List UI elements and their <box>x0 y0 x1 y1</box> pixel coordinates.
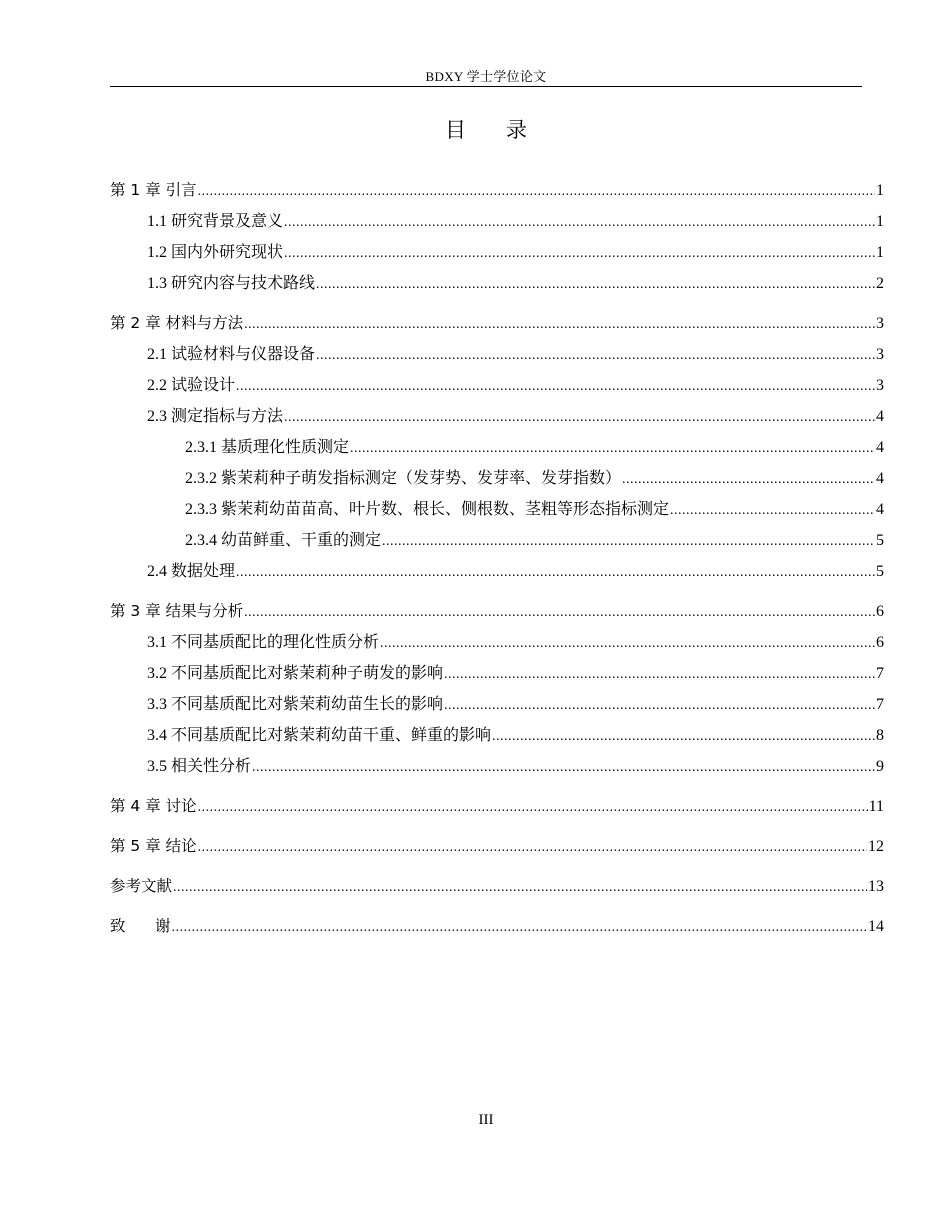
dot-leader <box>284 402 875 433</box>
toc-entry-label: 2.3.4 幼苗鲜重、干重的测定 <box>185 532 382 549</box>
toc-entry-chapter-3[interactable] <box>110 596 884 627</box>
dot-leader <box>316 340 875 371</box>
toc-entry-2-3-3[interactable] <box>110 494 884 525</box>
dot-leader <box>284 207 875 238</box>
toc-entry-label: 第 3 章 结果与分析 <box>110 602 244 620</box>
dot-leader <box>244 309 875 340</box>
toc-entry-label: 2.3 测定指标与方法 <box>147 408 284 425</box>
toc-entry-page: 8 <box>876 727 884 744</box>
toc-entry-page: 7 <box>876 696 884 713</box>
dot-leader <box>198 832 867 863</box>
toc-entry-label: 2.3.3 紫茉莉幼苗苗高、叶片数、根长、侧根数、茎粗等形态指标测定 <box>185 501 670 518</box>
toc-entry-page: 11 <box>868 798 884 815</box>
toc-entry-label: 2.2 试验设计 <box>147 377 236 394</box>
toc-entry-label: 3.4 不同基质配比对紫茉莉幼苗干重、鲜重的影响 <box>147 727 492 744</box>
toc-entry-3-2[interactable] <box>110 658 884 689</box>
toc-entry-page: 3 <box>876 315 884 332</box>
dot-leader <box>670 495 875 526</box>
toc-entry-page: 1 <box>876 244 884 261</box>
toc-entry-chapter-1[interactable] <box>110 175 884 206</box>
toc-entry-label: 1.3 研究内容与技术路线 <box>147 275 316 292</box>
toc-entry-label: 2.4 数据处理 <box>147 563 236 580</box>
dot-leader <box>172 912 867 943</box>
toc-entry-2-3-1[interactable] <box>110 432 884 463</box>
toc-entry-label: 3.1 不同基质配比的理化性质分析 <box>147 634 380 651</box>
toc-entry-2-1[interactable] <box>110 339 884 370</box>
toc-entry-1-3[interactable] <box>110 268 884 299</box>
toc-entry-acknowledgements[interactable] <box>110 911 884 942</box>
toc-entry-page: 7 <box>876 665 884 682</box>
toc-title: 目录 <box>445 118 567 142</box>
toc-entry-label: 致 谢 <box>110 917 171 935</box>
toc-entry-2-3-2[interactable] <box>110 463 884 494</box>
toc-entry-page: 14 <box>868 918 884 935</box>
toc-entry-label: 2.3.1 基质理化性质测定 <box>185 439 350 456</box>
toc-entry-page: 4 <box>876 470 884 487</box>
dot-leader <box>380 628 875 659</box>
toc-entry-page: 1 <box>876 213 884 230</box>
toc-entry-3-4[interactable] <box>110 720 884 751</box>
dot-leader <box>198 792 868 823</box>
dot-leader <box>236 371 875 402</box>
page-number: III <box>478 1112 494 1128</box>
toc-entry-2-4[interactable] <box>110 556 884 587</box>
toc-entry-label: 3.5 相关性分析 <box>147 758 252 775</box>
toc-entry-page: 4 <box>876 408 884 425</box>
dot-leader <box>173 872 867 903</box>
toc-entry-label: 第 5 章 结论 <box>110 837 197 855</box>
dot-leader <box>382 526 875 557</box>
toc-entry-1-1[interactable] <box>110 206 884 237</box>
toc-entry-label: 第 4 章 讨论 <box>110 797 197 815</box>
toc-entry-3-1[interactable] <box>110 627 884 658</box>
toc-entry-page: 1 <box>876 182 884 199</box>
toc-entry-page: 6 <box>876 634 884 651</box>
toc-entry-page: 5 <box>876 563 884 580</box>
toc-entry-page: 6 <box>876 603 884 620</box>
dot-leader <box>350 433 875 464</box>
dot-leader <box>236 557 875 588</box>
running-header: BDXY 学士学位论文 <box>425 69 547 84</box>
toc-entry-label: 第 1 章 引言 <box>110 181 197 199</box>
toc-entry-page: 9 <box>876 758 884 775</box>
toc-entry-page: 4 <box>876 439 884 456</box>
toc-entry-chapter-5[interactable] <box>110 831 884 862</box>
dot-leader <box>198 176 875 207</box>
toc-entry-3-5[interactable] <box>110 751 884 782</box>
toc-entry-2-2[interactable] <box>110 370 884 401</box>
dot-leader <box>316 269 875 300</box>
toc-entry-2-3-4[interactable] <box>110 525 884 556</box>
toc-entry-page: 12 <box>868 838 884 855</box>
dot-leader <box>244 597 875 628</box>
toc-entry-page: 3 <box>876 377 884 394</box>
toc-entry-label: 参考文献 <box>110 877 173 895</box>
toc-entry-2-3[interactable] <box>110 401 884 432</box>
dot-leader <box>284 238 875 269</box>
toc-entry-label: 3.2 不同基质配比对紫茉莉种子萌发的影响 <box>147 665 444 682</box>
toc-entry-page: 4 <box>876 501 884 518</box>
toc-entry-label: 1.1 研究背景及意义 <box>147 213 284 230</box>
toc-entry-chapter-2[interactable] <box>110 308 884 339</box>
toc-entry-label: 第 2 章 材料与方法 <box>110 314 244 332</box>
toc-entry-page: 5 <box>876 532 884 549</box>
dot-leader <box>622 464 875 495</box>
toc-entry-label: 1.2 国内外研究现状 <box>147 244 284 261</box>
dot-leader <box>252 752 875 783</box>
table-of-contents <box>110 175 884 942</box>
toc-entry-label: 2.1 试验材料与仪器设备 <box>147 346 316 363</box>
toc-entry-references[interactable] <box>110 871 884 902</box>
toc-entry-label: 3.3 不同基质配比对紫茉莉幼苗生长的影响 <box>147 696 444 713</box>
toc-entry-3-3[interactable] <box>110 689 884 720</box>
toc-entry-page: 3 <box>876 346 884 363</box>
toc-entry-1-2[interactable] <box>110 237 884 268</box>
toc-entry-page: 13 <box>868 878 884 895</box>
dot-leader <box>492 721 875 752</box>
toc-entry-page: 2 <box>876 275 884 292</box>
toc-entry-label: 2.3.2 紫茉莉种子萌发指标测定（发芽势、发芽率、发芽指数） <box>185 470 622 487</box>
dot-leader <box>444 659 875 690</box>
toc-entry-chapter-4[interactable] <box>110 791 884 822</box>
dot-leader <box>444 690 875 721</box>
header-divider <box>110 86 862 87</box>
